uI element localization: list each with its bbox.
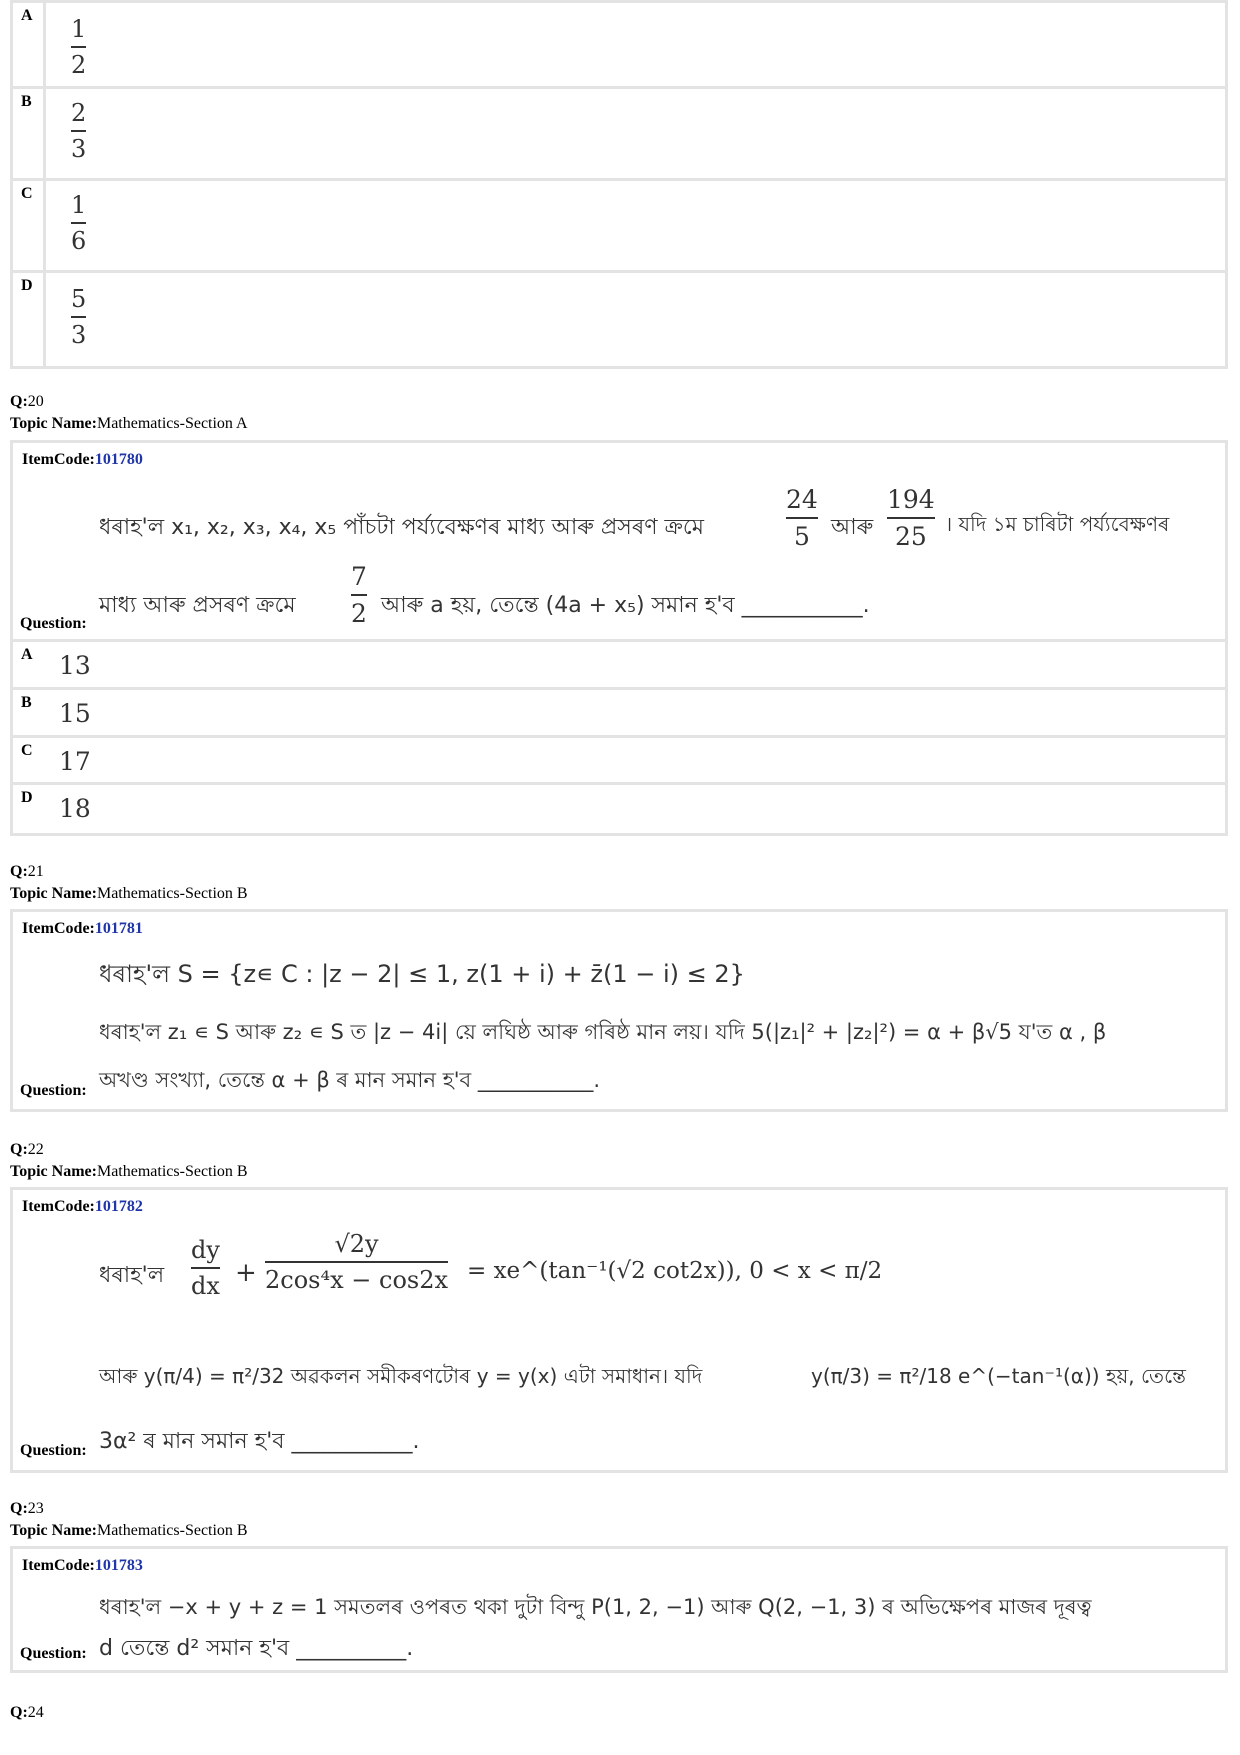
fraction-bar (191, 1267, 220, 1269)
numerator: √2y (334, 1230, 379, 1258)
option-row[interactable] (10, 738, 1228, 785)
question-text: ধৰাহ'ল x₁, x₂, x₃, x₄, x₅ পাঁচটা পৰ্য্যবেক্ষণৰ মাধ্য আৰু প্ৰসৰণ ক্ৰমে (99, 515, 704, 540)
question-text: = xe^(tan⁻¹(√2 cot2x)), 0 < x < π/2 (467, 1258, 883, 1284)
item-code-label: ItemCode: (22, 1557, 95, 1574)
question-text: d তেন্তে d² সমান হ'ব __________. (99, 1636, 414, 1661)
q-label: Q: (10, 863, 28, 880)
question-header (10, 391, 248, 435)
option-letter: C (21, 185, 33, 202)
item-code (22, 451, 143, 469)
denominator: 25 (894, 522, 927, 551)
option-value: 17 (59, 747, 91, 776)
denominator: 2 (71, 51, 87, 79)
question-box (10, 909, 1228, 1112)
option-row[interactable] (10, 785, 1228, 836)
divider (43, 89, 46, 178)
topic-label: Topic Name: (10, 1163, 97, 1180)
fraction-bar (71, 316, 86, 318)
option-fraction (71, 15, 86, 79)
question-box (10, 1546, 1228, 1673)
question-text: আৰু y(π/4) = π²/32 অৱকলন সমীকৰণটোৰ y = y(x) এটা সমাধান। যদি (99, 1364, 703, 1388)
fraction-bar (71, 130, 86, 132)
question-number: 22 (27, 1141, 44, 1158)
item-code-value: 101781 (94, 920, 143, 937)
question-label: Question: (20, 1442, 87, 1459)
denominator: 3 (71, 321, 87, 349)
topic-name: Mathematics-Section B (96, 885, 248, 902)
topic-name: Mathematics-Section B (96, 1163, 248, 1180)
fraction-bar (71, 46, 86, 48)
item-code-value: 101780 (94, 451, 143, 468)
question-number: 24 (27, 1704, 44, 1721)
option-row[interactable] (10, 642, 1228, 690)
topic-label: Topic Name: (10, 1522, 97, 1539)
plus-sign: + (235, 1258, 257, 1288)
denominator: 3 (71, 135, 87, 163)
item-code (22, 920, 143, 938)
option-row[interactable] (10, 273, 1228, 369)
question-text: ধৰাহ'ল z₁ ∊ S আৰু z₂ ∊ S ত |z − 4i| য়ে লঘিষ্ঠ আৰু গৰিষ্ঠ মান লয়। যদি 5(|z₁|² + |z₂|²) = α + β√5 য'ত α , β (99, 1020, 1107, 1044)
question-text: ধৰাহ'ল −x + y + z = 1 সমতলৰ ওপৰত থকা দুটা বিন্দু P(1, 2, −1) আৰু Q(2, −1, 3) ৰ অভিক্ষেপৰ মাজৰ দূৰত্ব (99, 1595, 1092, 1619)
option-letter: A (21, 7, 33, 24)
q-label: Q: (10, 1500, 28, 1517)
option-value: 15 (59, 699, 91, 728)
item-code-label: ItemCode: (22, 920, 95, 937)
denominator: 5 (793, 522, 810, 551)
fraction-bar (265, 1261, 448, 1263)
topic-label: Topic Name: (10, 415, 97, 432)
numerator: 1 (71, 15, 87, 43)
q-label: Q: (10, 1704, 28, 1721)
numerator: dy (191, 1236, 220, 1264)
fraction-bar (786, 517, 818, 519)
item-code-value: 101783 (94, 1557, 143, 1574)
question-text: ধৰাহ'ল S = {z∊ C : |z − 2| ≤ 1, z(1 + i) + z̄(1 − i) ≤ 2} (99, 960, 745, 988)
item-code-value: 101782 (94, 1198, 143, 1215)
numerator: 5 (71, 285, 87, 313)
question-text-line (99, 510, 704, 547)
fraction (351, 562, 367, 628)
question-text: অখণ্ড সংখ্যা, তেন্তে α + β ৰ মান সমান হ'ব ___________. (99, 1068, 601, 1092)
fraction (265, 1230, 448, 1294)
option-fraction (71, 191, 86, 255)
numerator: 194 (887, 485, 935, 514)
option-letter: D (21, 789, 33, 806)
fraction (191, 1236, 220, 1300)
option-fraction (71, 99, 86, 163)
item-code (22, 1198, 143, 1216)
option-row[interactable] (10, 0, 1228, 89)
fraction (786, 485, 818, 551)
q-label: Q: (10, 1141, 28, 1158)
question-header (10, 1498, 248, 1542)
question-text: মাধ্য আৰু প্ৰসৰণ ক্ৰমে (99, 593, 296, 618)
topic-name: Mathematics-Section B (96, 1522, 248, 1539)
question-text: আৰু a হয়, তেন্তে (4a + x₅) সমান হ'ব ___________. (381, 593, 870, 618)
numerator: 2 (71, 99, 87, 127)
question-text: ধৰাহ'ল (99, 1263, 165, 1288)
question-label: Question: (20, 1645, 87, 1662)
option-letter: C (21, 742, 33, 759)
q-label: Q: (10, 393, 28, 410)
question-number: 21 (27, 863, 44, 880)
question-number: 23 (27, 1500, 44, 1517)
item-code-label: ItemCode: (22, 451, 95, 468)
denominator: 2cos⁴x − cos2x (265, 1266, 449, 1294)
option-value: 18 (59, 794, 91, 823)
option-value: 13 (59, 651, 91, 680)
numerator: 7 (351, 562, 367, 591)
question-text: 3α² ৰ মান সমান হ'ব ___________. (99, 1429, 420, 1454)
question-header (10, 1702, 44, 1724)
topic-name: Mathematics-Section A (96, 415, 248, 432)
fraction-bar (71, 222, 86, 224)
question-label: Question: (20, 615, 87, 632)
question-box (10, 1187, 1228, 1473)
option-row[interactable] (10, 690, 1228, 738)
denominator: dx (191, 1272, 220, 1300)
option-row[interactable] (10, 181, 1228, 273)
question-header (10, 1139, 248, 1183)
question-label: Question: (20, 1082, 87, 1099)
fraction (887, 485, 935, 551)
option-letter: D (21, 277, 33, 294)
option-letter: B (21, 93, 32, 110)
question-box (10, 440, 1228, 642)
question-header (10, 861, 248, 905)
numerator: 1 (71, 191, 87, 219)
item-code-label: ItemCode: (22, 1198, 95, 1215)
option-row[interactable] (10, 89, 1228, 181)
denominator: 6 (71, 227, 87, 255)
option-letter: A (21, 646, 33, 663)
question-text: y(π/3) = π²/18 e^(−tan⁻¹(α)) হয়, তেন্তে (811, 1364, 1186, 1388)
divider (43, 3, 46, 86)
numerator: 24 (786, 485, 818, 514)
question-number: 20 (27, 393, 44, 410)
item-code (22, 1557, 143, 1575)
fraction-bar (887, 517, 935, 519)
topic-label: Topic Name: (10, 885, 97, 902)
divider (43, 181, 46, 270)
option-fraction (71, 285, 86, 349)
denominator: 2 (351, 599, 367, 628)
fraction-bar (351, 594, 367, 596)
question-text: । যদি ১ম চাৰিটা পৰ্য্যবেক্ষণৰ (945, 512, 1170, 536)
divider (43, 273, 46, 366)
option-letter: B (21, 694, 32, 711)
question-text: আৰু (831, 515, 874, 540)
